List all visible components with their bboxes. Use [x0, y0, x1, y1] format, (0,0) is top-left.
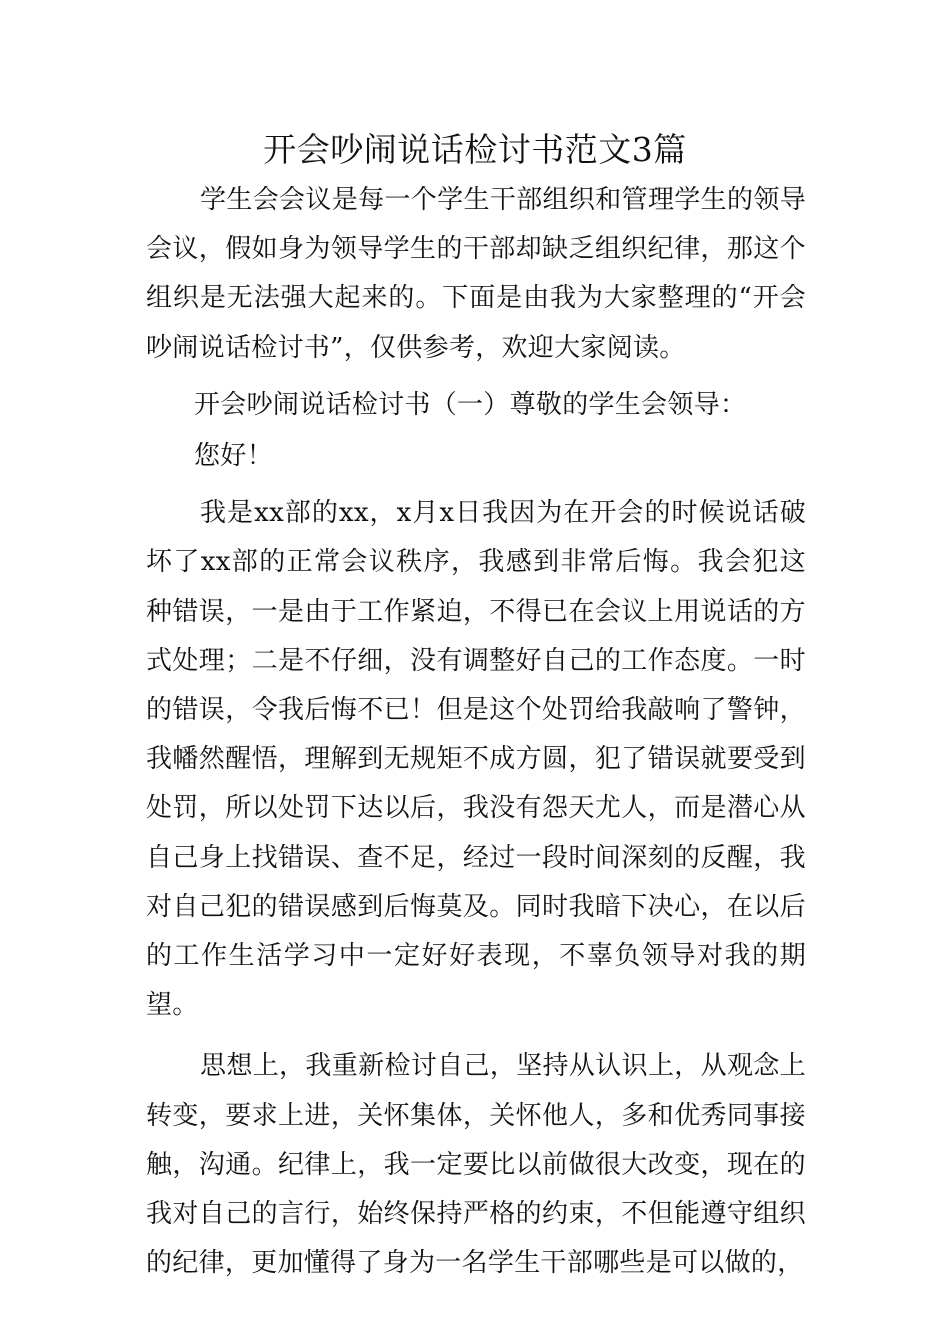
document-title: 开会吵闹说话检讨书范文3篇	[263, 130, 687, 169]
section-heading-paragraph: 开会吵闹说话检讨书（一）尊敬的学生会领导：	[194, 389, 747, 420]
body-paragraph: 思想上，我重新检讨自己，坚持从认识上，从观念上转变，要求上进，关怀集体，关怀他人，多和优秀同事接触，沟通。纪律上，我一定要比以前做很大改变，现在的我对自己的言行，始终保持严格的约束，不但能遵守组织的纪律，更加懂得了身为一名学生干部哪些是可以做的，	[146, 1051, 806, 1279]
intro-paragraph: 学生会会议是每一个学生干部组织和管理学生的领导会议，假如身为领导学生的干部却缺乏组织纪律，那这个组织是无法强大起来的。下面是由我为大家整理的“开会吵闹说话检讨书”，仅供参考，欢迎大家阅读。	[146, 185, 806, 363]
greeting-paragraph: 您好！	[194, 441, 273, 472]
body-paragraph: 我是xx部的xx，x月x日我因为在开会的时候说话破坏了xx部的正常会议秩序，我感到非常后悔。我会犯这种错误，一是由于工作紧迫，不得已在会议上用说话的方式处理；二是不仔细，没有调整好自己的工作态度。一时的错误，令我后悔不已！但是这个处罚给我敲响了警钟，我幡然醒悟，理解到无规矩不成方圆，犯了错误就要受到处罚，所以处罚下达以后，我没有怨天尤人，而是潜心从自己身上找错误、查不足，经过一段时间深刻的反醒，我对自己犯的错误感到后悔莫及。同时我暗下决心，在以后的工作生活学习中一定好好表现，不辜负领导对我的期望。	[146, 498, 806, 1021]
document-body	[146, 176, 806, 1288]
